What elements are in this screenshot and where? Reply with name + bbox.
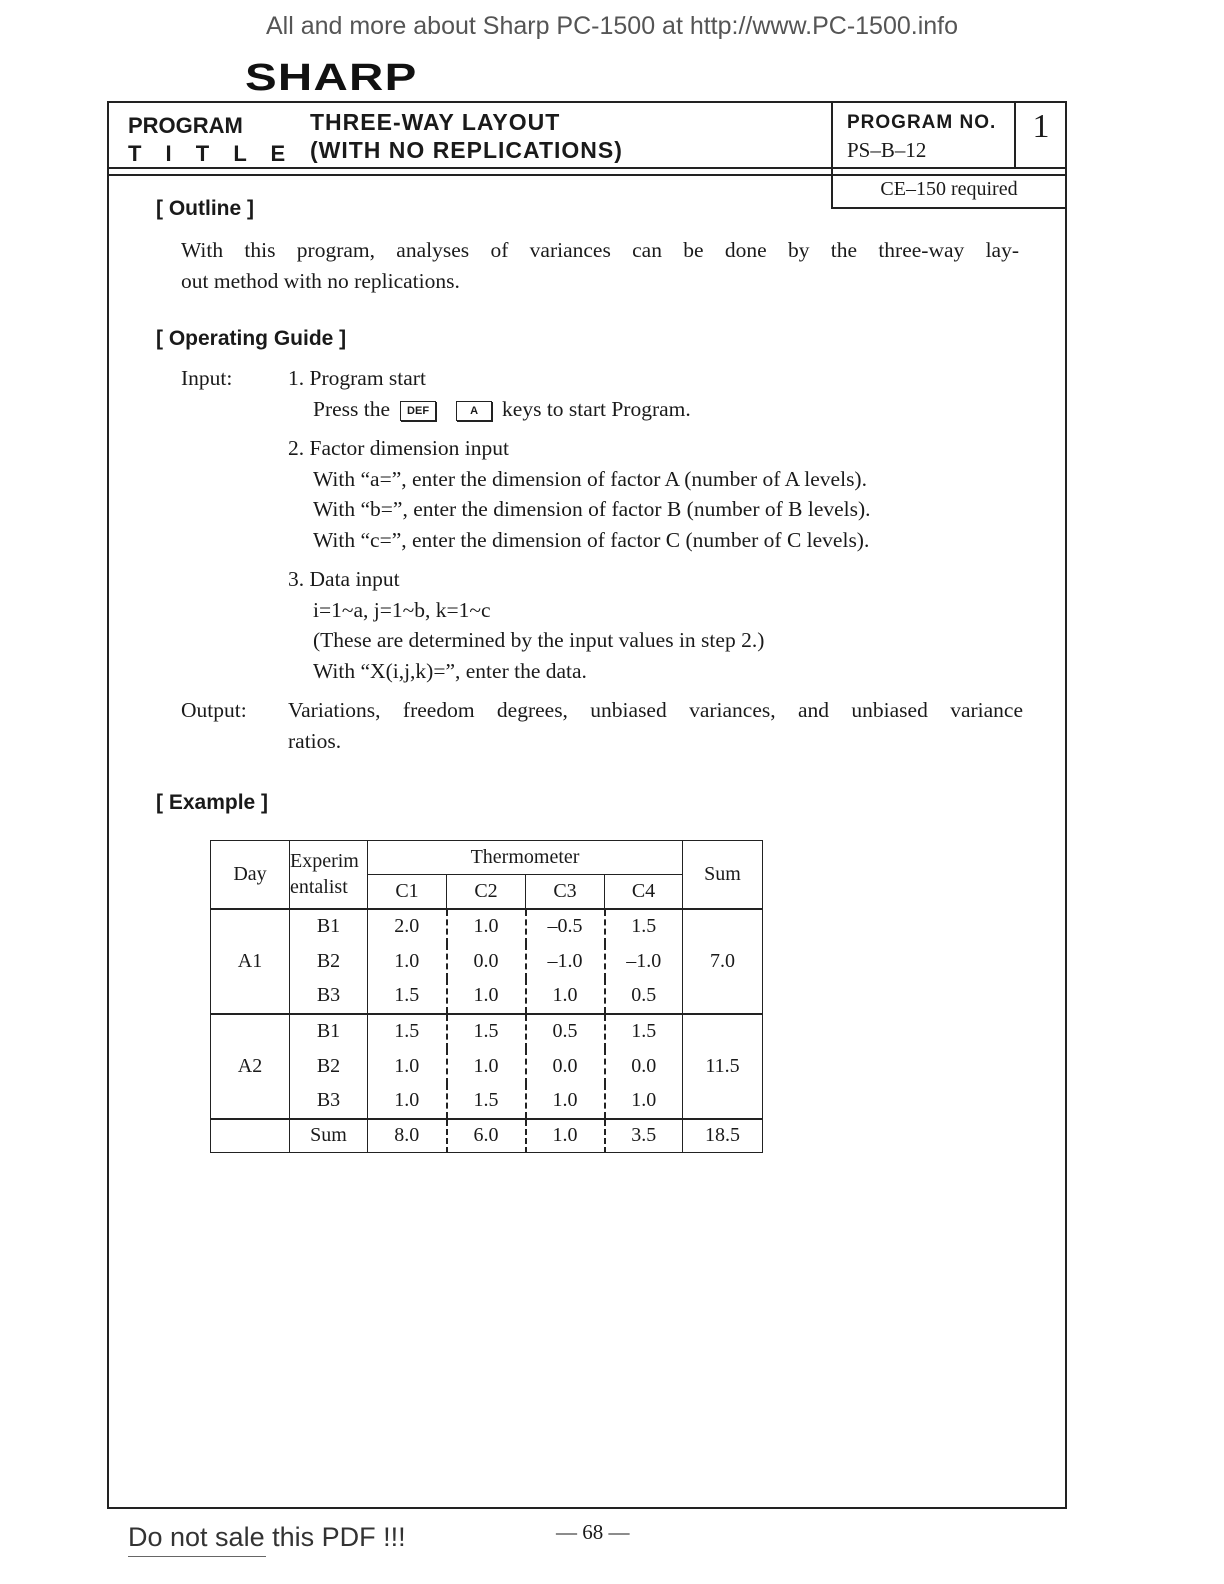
table-row bbox=[211, 909, 763, 944]
table-row bbox=[211, 1084, 763, 1119]
program-no-value: PS–B–12 bbox=[847, 138, 927, 162]
title-line: (WITH NO REPLICATIONS) bbox=[310, 137, 623, 163]
outline-line: With this program, analyses of variances can be done by the three-way lay- bbox=[181, 238, 1019, 262]
experimentalist-cell: B1 bbox=[290, 909, 368, 944]
experimentalist-cell: B3 bbox=[290, 1084, 368, 1119]
header-sum: Sum bbox=[683, 841, 763, 909]
header-experimentalist bbox=[290, 841, 368, 909]
outline-text bbox=[181, 235, 1019, 296]
value-cell: –0.5 bbox=[526, 909, 605, 944]
column-sum-cell: 8.0 bbox=[368, 1119, 447, 1153]
experimentalist-cell: B2 bbox=[290, 1049, 368, 1084]
table-header-row bbox=[211, 841, 763, 875]
total-sum-cell: 18.5 bbox=[683, 1119, 763, 1153]
value-cell: 1.0 bbox=[447, 909, 526, 944]
input-label: Input: bbox=[181, 366, 233, 390]
example-table bbox=[210, 840, 763, 1153]
output-text bbox=[288, 695, 1023, 756]
sum-row bbox=[211, 1119, 763, 1153]
value-cell: 1.5 bbox=[368, 979, 447, 1014]
output-line: Variations, freedom degrees, unbiased variances, and unbiased variance bbox=[288, 698, 1023, 722]
value-cell: 1.0 bbox=[368, 1084, 447, 1119]
table-row bbox=[211, 1049, 763, 1084]
header-text: entalist bbox=[290, 876, 348, 899]
value-cell: 1.0 bbox=[447, 979, 526, 1014]
table-row bbox=[211, 944, 763, 979]
value-cell: 0.5 bbox=[526, 1014, 605, 1049]
value-cell: 0.0 bbox=[605, 1049, 683, 1084]
page-index: 1 bbox=[1032, 108, 1050, 145]
step-text: With “c=”, enter the dimension of factor C (number of C levels). bbox=[313, 527, 870, 552]
experimentalist-cell: B3 bbox=[290, 979, 368, 1014]
value-cell: 1.0 bbox=[368, 1049, 447, 1084]
guide-heading: [ Operating Guide ] bbox=[156, 327, 347, 350]
value-cell: 1.5 bbox=[368, 1014, 447, 1049]
header-text: Experim bbox=[290, 850, 359, 873]
step-text-part: keys to start Program. bbox=[502, 396, 691, 421]
step-text: With “b=”, enter the dimension of factor B (number of B levels). bbox=[313, 497, 871, 521]
group-sum-cell: 11.5 bbox=[683, 1014, 763, 1119]
outline-line: out method with no replications. bbox=[181, 268, 460, 293]
step-title: 3. Data input bbox=[288, 567, 400, 591]
step-text: (These are determined by the input values in step 2.) bbox=[313, 628, 765, 652]
footer-underline bbox=[128, 1556, 266, 1557]
input-steps bbox=[288, 363, 1028, 686]
step-text: i=1~a, j=1~b, k=1~c bbox=[313, 597, 491, 622]
program-label: PROGRAM bbox=[128, 113, 243, 138]
table-row bbox=[211, 1014, 763, 1049]
value-cell: 1.0 bbox=[605, 1084, 683, 1119]
step-text-part: Press the bbox=[313, 396, 391, 421]
step-text bbox=[288, 394, 1028, 425]
requirement-text: CE–150 required bbox=[880, 178, 1018, 200]
source-banner: All and more about Sharp PC-1500 at http://www.PC-1500.info bbox=[265, 12, 959, 40]
value-cell: 1.0 bbox=[526, 1084, 605, 1119]
outline-heading: [ Outline ] bbox=[156, 197, 254, 220]
column-sum-cell: 1.0 bbox=[526, 1119, 605, 1153]
day-cell: A1 bbox=[211, 909, 290, 1014]
header-thermometer: Thermometer bbox=[368, 841, 683, 875]
empty-cell bbox=[211, 1119, 290, 1153]
column-header: C1 bbox=[368, 875, 447, 909]
title-label: T I T L E bbox=[128, 141, 295, 166]
footer-note: Do not sale this PDF !!! bbox=[128, 1522, 406, 1552]
value-cell: 1.5 bbox=[447, 1014, 526, 1049]
table-row bbox=[211, 979, 763, 1014]
program-title bbox=[310, 108, 623, 164]
value-cell: 2.0 bbox=[368, 909, 447, 944]
value-cell: –1.0 bbox=[526, 944, 605, 979]
group-sum-cell: 7.0 bbox=[683, 909, 763, 1014]
program-no-label: PROGRAM NO. bbox=[847, 112, 997, 133]
column-header: C4 bbox=[605, 875, 683, 909]
day-cell: A2 bbox=[211, 1014, 290, 1119]
experimentalist-cell: B2 bbox=[290, 944, 368, 979]
sum-label-cell: Sum bbox=[290, 1119, 368, 1153]
column-sum-cell: 3.5 bbox=[605, 1119, 683, 1153]
value-cell: 1.0 bbox=[368, 944, 447, 979]
column-sum-cell: 6.0 bbox=[447, 1119, 526, 1153]
brand-logo: SHARP bbox=[245, 57, 418, 99]
program-title-label bbox=[128, 112, 294, 168]
step-title: 1. Program start bbox=[288, 366, 426, 390]
value-cell: 1.5 bbox=[605, 1014, 683, 1049]
example-heading: [ Example ] bbox=[156, 791, 269, 814]
header-day: Day bbox=[211, 841, 290, 909]
value-cell: –1.0 bbox=[605, 944, 683, 979]
experimentalist-cell: B1 bbox=[290, 1014, 368, 1049]
output-line: ratios. bbox=[288, 728, 342, 753]
value-cell: 1.0 bbox=[526, 979, 605, 1014]
column-header: C3 bbox=[526, 875, 605, 909]
value-cell: 0.0 bbox=[526, 1049, 605, 1084]
step-title: 2. Factor dimension input bbox=[288, 436, 509, 460]
value-cell: 1.5 bbox=[605, 909, 683, 944]
column-header: C2 bbox=[447, 875, 526, 909]
value-cell: 0.0 bbox=[447, 944, 526, 979]
def-key-icon: DEF bbox=[400, 401, 436, 421]
page-number: — 68 — bbox=[556, 1520, 630, 1544]
value-cell: 1.0 bbox=[447, 1049, 526, 1084]
output-label: Output: bbox=[181, 698, 247, 722]
value-cell: 1.5 bbox=[447, 1084, 526, 1119]
step-text: With “a=”, enter the dimension of factor A (number of A levels). bbox=[313, 466, 867, 491]
a-key-icon: A bbox=[456, 401, 492, 421]
title-line: THREE-WAY LAYOUT bbox=[310, 109, 561, 135]
step-text: With “X(i,j,k)=”, enter the data. bbox=[313, 658, 587, 683]
value-cell: 0.5 bbox=[605, 979, 683, 1014]
